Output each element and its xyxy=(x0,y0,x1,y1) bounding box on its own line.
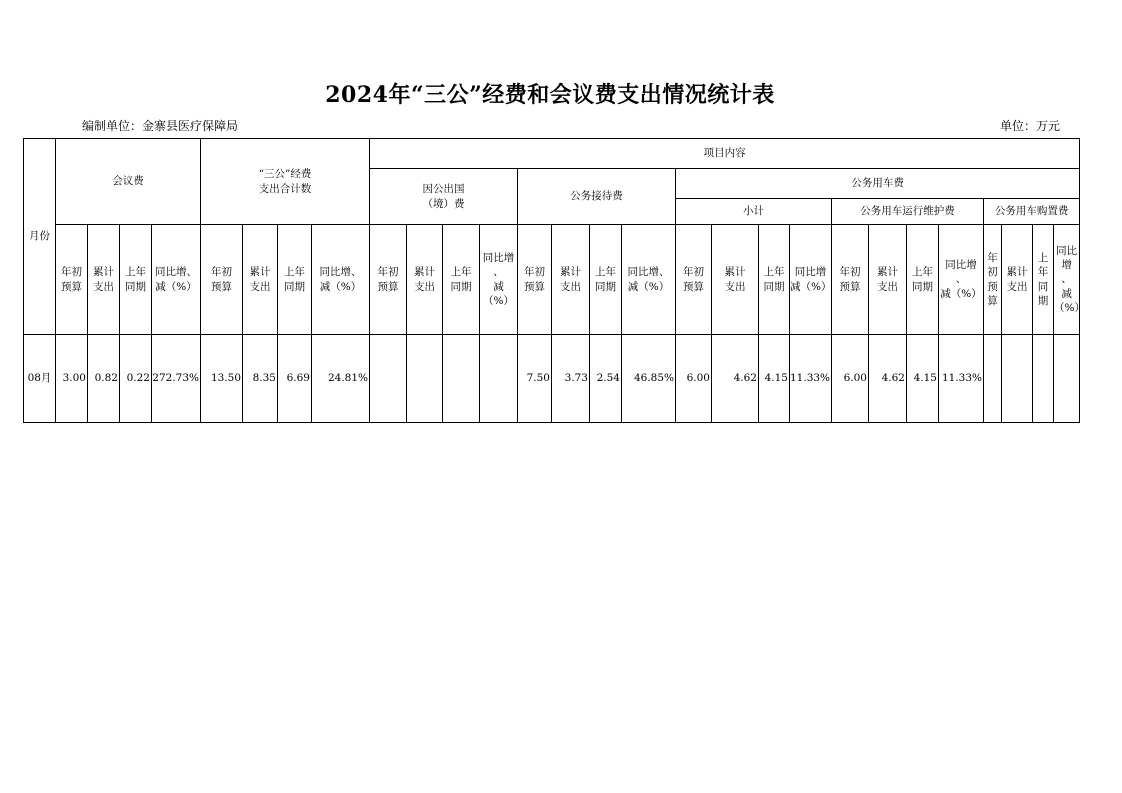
table-row xyxy=(24,335,1080,423)
unit-label: 单位：万元 xyxy=(1000,119,1061,133)
reception-last-year-header: 上年 同期 xyxy=(590,225,622,335)
stats-table xyxy=(23,138,1085,423)
reception-cumulative-cell: 3.73 xyxy=(552,335,590,423)
subtotal-last-year-header: 上年 同期 xyxy=(759,225,790,335)
reception-header: 公务接待费 xyxy=(518,169,676,225)
purchase-last-year-cell xyxy=(1033,335,1054,423)
abroad-cumulative-header: 累计 支出 xyxy=(407,225,443,335)
subtotal-last-year-cell: 4.15 xyxy=(759,335,790,423)
abroad-budget-cell xyxy=(370,335,407,423)
subtotal-yoy-cell: 11.33% xyxy=(790,335,832,423)
maint-budget-header: 年初 预算 xyxy=(832,225,869,335)
meeting-last-year-header: 上年 同期 xyxy=(120,225,152,335)
row-month: 08月 xyxy=(24,335,56,423)
maint-last-year-cell: 4.15 xyxy=(907,335,939,423)
subtotal-header: 小计 xyxy=(676,199,832,225)
subtotal-cumulative-cell: 4.62 xyxy=(712,335,759,423)
abroad-yoy-cell xyxy=(480,335,518,423)
maint-cumulative-cell: 4.62 xyxy=(869,335,907,423)
sangong-cumulative-header: 累计 支出 xyxy=(243,225,278,335)
subtotal-cumulative-header: 累计 支出 xyxy=(712,225,759,335)
vehicle-header: 公务用车费 xyxy=(676,169,1080,199)
subtotal-yoy-header: 同比增 减（%） xyxy=(790,225,832,335)
maint-yoy-header: 同比增 、 减（%） xyxy=(939,225,984,335)
purchase-yoy-header: 同比增 、 减 （%） xyxy=(1054,225,1080,335)
maint-last-year-header: 上年 同期 xyxy=(907,225,939,335)
page-title: 2024年“三公”经费和会议费支出情况统计表 xyxy=(325,82,775,108)
meeting-budget-header: 年初 预算 xyxy=(56,225,88,335)
meeting-cumulative-header: 累计 支出 xyxy=(88,225,120,335)
maint-budget-cell: 6.00 xyxy=(832,335,869,423)
reception-cumulative-header: 累计 支出 xyxy=(552,225,590,335)
vehicle-maint-header: 公务用车运行维护费 xyxy=(832,199,984,225)
meeting-header: 会议费 xyxy=(56,139,201,225)
purchase-budget-header: 年初 预算 xyxy=(984,225,1002,335)
reception-yoy-header: 同比增、 减（%） xyxy=(622,225,676,335)
purchase-cumulative-header: 累计 支出 xyxy=(1002,225,1033,335)
meeting-yoy-cell: 272.73% xyxy=(152,335,201,423)
items-header: 项目内容 xyxy=(370,139,1080,169)
meeting-last-year-cell: 0.22 xyxy=(120,335,152,423)
meeting-yoy-header: 同比增、 减（%） xyxy=(152,225,201,335)
vehicle-purchase-header: 公务用车购置费 xyxy=(984,199,1080,225)
meeting-cumulative-cell: 0.82 xyxy=(88,335,120,423)
abroad-last-year-cell xyxy=(443,335,480,423)
maint-cumulative-header: 累计 支出 xyxy=(869,225,907,335)
reception-yoy-cell: 46.85% xyxy=(622,335,676,423)
sangong-yoy-header: 同比增、 减（%） xyxy=(312,225,370,335)
abroad-header: 因公出国 （境）费 xyxy=(370,169,518,225)
maint-yoy-cell: 11.33% xyxy=(939,335,984,423)
sangong-yoy-cell: 24.81% xyxy=(312,335,370,423)
purchase-last-year-header: 上年 同期 xyxy=(1033,225,1054,335)
sangong-last-year-header: 上年 同期 xyxy=(278,225,312,335)
abroad-last-year-header: 上年 同期 xyxy=(443,225,480,335)
month-header: 月份 xyxy=(24,139,56,335)
subtotal-budget-cell: 6.00 xyxy=(676,335,712,423)
sangong-cumulative-cell: 8.35 xyxy=(243,335,278,423)
reception-budget-cell: 7.50 xyxy=(518,335,552,423)
compiler-label: 编制单位：金寨县医疗保障局 xyxy=(82,119,239,133)
reception-budget-header: 年初 预算 xyxy=(518,225,552,335)
purchase-budget-cell xyxy=(984,335,1002,423)
sangong-budget-cell: 13.50 xyxy=(201,335,243,423)
purchase-yoy-cell xyxy=(1054,335,1080,423)
sangong-last-year-cell: 6.69 xyxy=(278,335,312,423)
reception-last-year-cell: 2.54 xyxy=(590,335,622,423)
purchase-cumulative-cell xyxy=(1002,335,1033,423)
abroad-budget-header: 年初 预算 xyxy=(370,225,407,335)
sangong-total-header: “三公”经费 支出合计数 xyxy=(201,139,370,225)
meeting-budget-cell: 3.00 xyxy=(56,335,88,423)
abroad-cumulative-cell xyxy=(407,335,443,423)
abroad-yoy-header: 同比增 、 减 （%） xyxy=(480,225,518,335)
sangong-budget-header: 年初 预算 xyxy=(201,225,243,335)
subtotal-budget-header: 年初 预算 xyxy=(676,225,712,335)
